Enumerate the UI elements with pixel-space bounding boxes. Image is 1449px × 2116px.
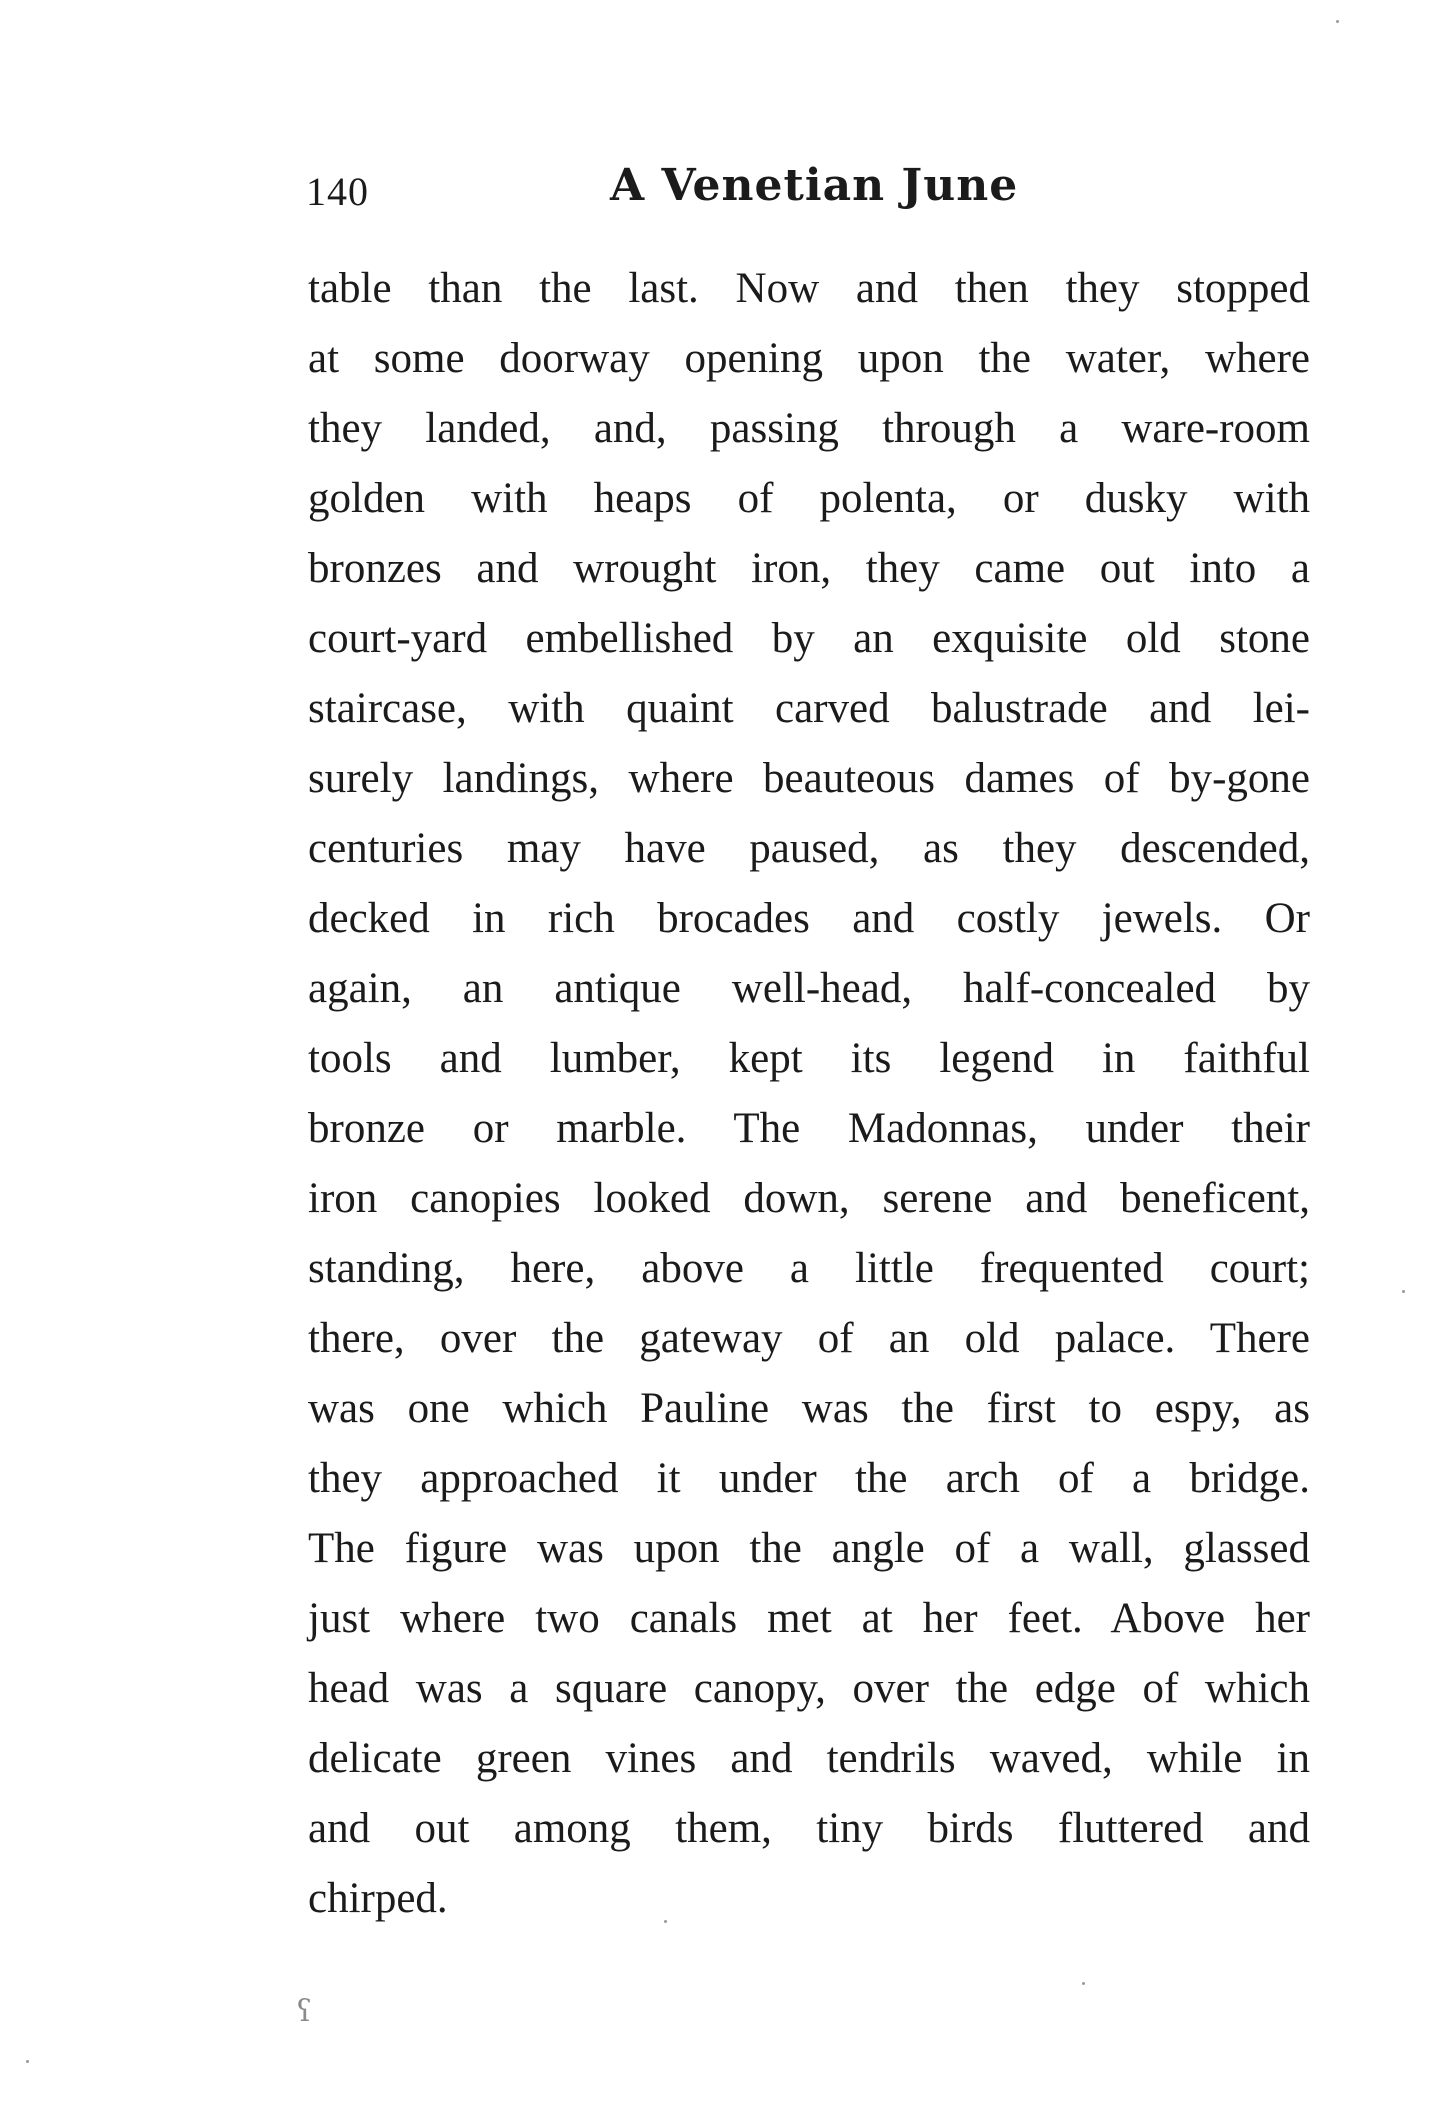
body-text xyxy=(308,254,1310,1934)
text-line: there, over the gateway of an old palace. There xyxy=(308,1315,1310,1362)
text-line: just where two canals met at her feet. Above her xyxy=(308,1595,1310,1642)
paper-speck xyxy=(1402,1290,1405,1293)
text-line-last: chirped. xyxy=(308,1875,448,1922)
text-line: decked in rich brocades and costly jewels. Or xyxy=(308,895,1310,942)
footer-mark: ʕ xyxy=(296,1994,313,2029)
text-line: golden with heaps of polenta, or dusky with xyxy=(308,475,1310,522)
text-line: tools and lumber, kept its legend in faithful xyxy=(308,1035,1310,1082)
text-line: court-yard embellished by an exquisite old stone xyxy=(308,615,1310,662)
text-line: was one which Pauline was the first to espy, as xyxy=(308,1385,1310,1432)
text-line: head was a square canopy, over the edge of which xyxy=(308,1665,1310,1712)
text-line: centuries may have paused, as they descended, xyxy=(308,825,1310,872)
text-line: they landed, and, passing through a ware-room xyxy=(308,405,1310,452)
text-line: standing, here, above a little frequented court; xyxy=(308,1245,1310,1292)
text-line: again, an antique well-head, half-concealed by xyxy=(308,965,1310,1012)
running-head xyxy=(306,160,1316,220)
paper-speck xyxy=(664,1920,667,1923)
text-line: surely landings, where beauteous dames of by-gone xyxy=(308,755,1310,802)
text-line: staircase, with quaint carved balustrade and lei- xyxy=(308,685,1310,732)
text-line: at some doorway opening upon the water, where xyxy=(308,335,1310,382)
text-line: The figure was upon the angle of a wall, glassed xyxy=(308,1525,1310,1572)
text-line: bronzes and wrought iron, they came out into a xyxy=(308,545,1310,592)
text-line: table than the last. Now and then they stopped xyxy=(308,265,1310,312)
text-line: iron canopies looked down, serene and beneficent, xyxy=(308,1175,1310,1222)
running-title: A Venetian June xyxy=(610,160,1019,211)
page-number: 140 xyxy=(306,169,369,214)
text-line: delicate green vines and tendrils waved, while in xyxy=(308,1735,1310,1782)
paper-speck xyxy=(1082,1982,1085,1985)
text-line: they approached it under the arch of a bridge. xyxy=(308,1455,1310,1502)
paper-speck xyxy=(26,2060,29,2063)
text-line: and out among them, tiny birds fluttered and xyxy=(308,1805,1310,1852)
text-line: bronze or marble. The Madonnas, under their xyxy=(308,1105,1310,1152)
paper-speck xyxy=(1336,20,1339,23)
